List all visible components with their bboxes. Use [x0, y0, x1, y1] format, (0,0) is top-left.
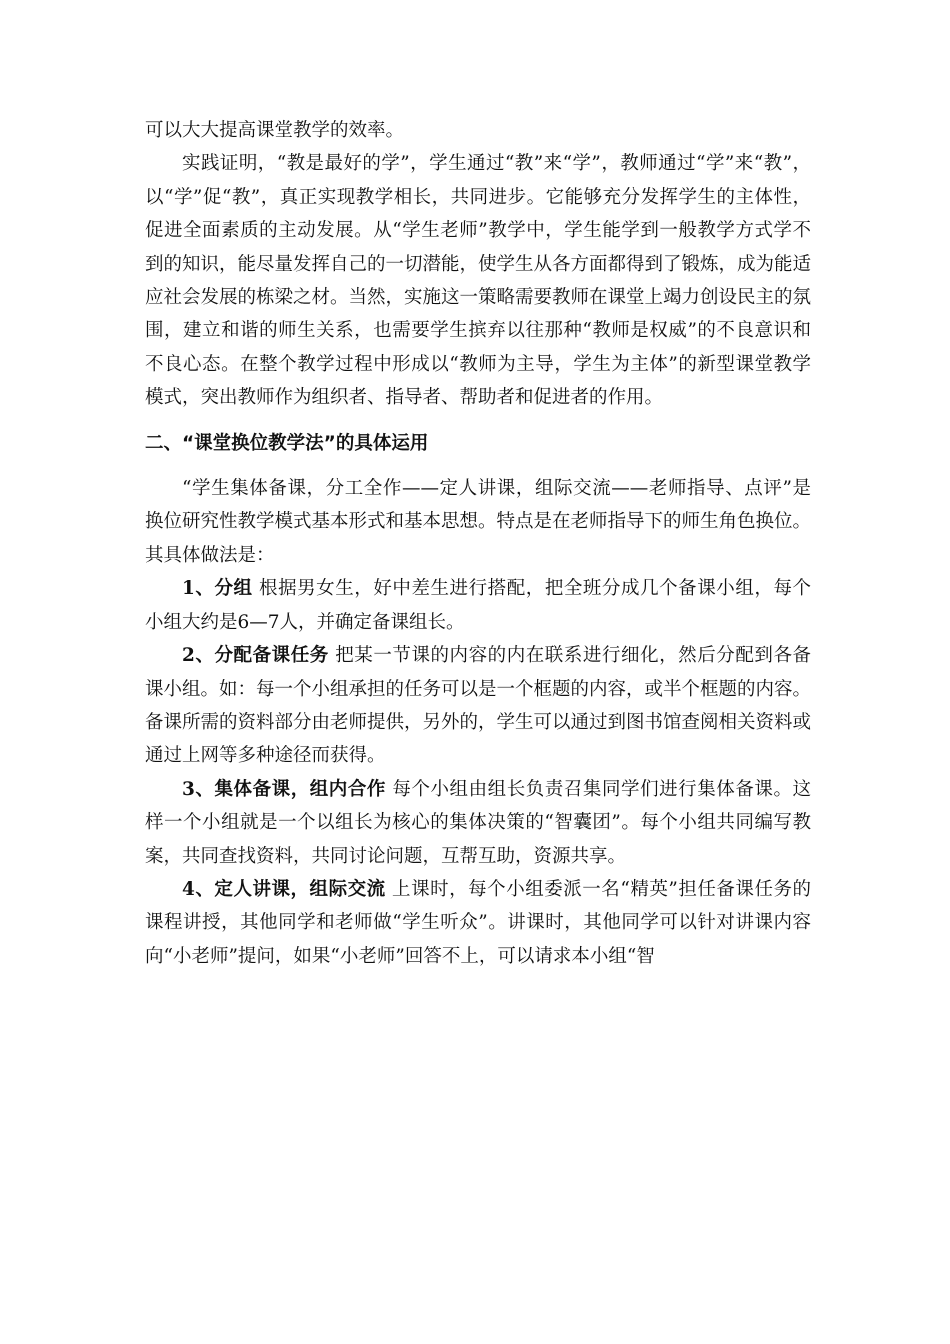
- document-body: [145, 114, 811, 973]
- step-text-2: 把某一节课的内容的内在联系进行细化，然后分配到各备课小组。如：每一个小组承担的任务可以是一个框题的内容，或半个框题的内容。备课所需的资料部分由老师提供，另外的，学生可以通过到图书馆查阅相关资料或通过上网等多种途径而获得。: [145, 645, 812, 767]
- step-lead-4: 4、定人讲课，组际交流: [182, 878, 386, 900]
- step-lead-3: 3、集体备课，组内合作: [182, 778, 386, 800]
- step-lead-1: 1、分组: [182, 578, 253, 600]
- step-paragraph-1: [145, 572, 811, 639]
- step-paragraph-2: [145, 639, 811, 773]
- paragraph-intro: “学生集体备课，分工全作——定人讲课，组际交流——老师指导、点评”是换位研究性教学模式基本形式和基本思想。特点是在老师指导下的师生角色换位。其具体做法是：: [145, 478, 812, 566]
- step-lead-2: 2、分配备课任务: [182, 645, 329, 667]
- section-heading: 二、“课堂换位教学法”的具体运用: [145, 432, 429, 454]
- step-paragraph-3: [145, 773, 811, 873]
- step-paragraph-4: [145, 873, 811, 973]
- paragraph-practice: 实践证明，“教是最好的学”，学生通过“教”来“学”，教师通过“学”来“教”，以“学”促“教”，真正实现教学相长，共同进步。它能够充分发挥学生的主体性，促进全面素质的主动发展。从“学生老师”教学中，学生能学到一般教学方式学不到的知识，能尽量发挥自己的一切潜能，使学生从各方面都得到了锻炼，成为能适应社会发展的栋梁之材。当然，实施这一策略需要教师在课堂上竭力创设民主的氛围，建立和谐的师生关系，也需要学生摈弃以往那种“教师是权威”的不良意识和不良心态。在整个教学过程中形成以“教师为主导，学生为主体”的新型课堂教学模式，突出教师作为组织者、指导者、帮助者和促进者的作用。: [145, 153, 812, 409]
- step-text-3: 每个小组由组长负责召集同学们进行集体备课。这样一个小组就是一个以组长为核心的集体决策的“智囊团”。每个小组共同编写教案，共同查找资料，共同讨论问题，互帮互助，资源共享。: [145, 778, 811, 867]
- paragraph-continuation: 可以大大提高课堂教学的效率。: [145, 120, 405, 141]
- step-text-1: 根据男女生，好中差生进行搭配，把全班分成几个备课小组，每个小组大约是6—7人，并确定备课组长。: [145, 578, 812, 633]
- step-text-4: 上课时，每个小组委派一名“精英”担任备课任务的课程讲授，其他同学和老师做“学生听众”。讲课时，其他同学可以针对讲课内容向“小老师”提问，如果“小老师”回答不上，可以请求本小组“智: [145, 878, 811, 967]
